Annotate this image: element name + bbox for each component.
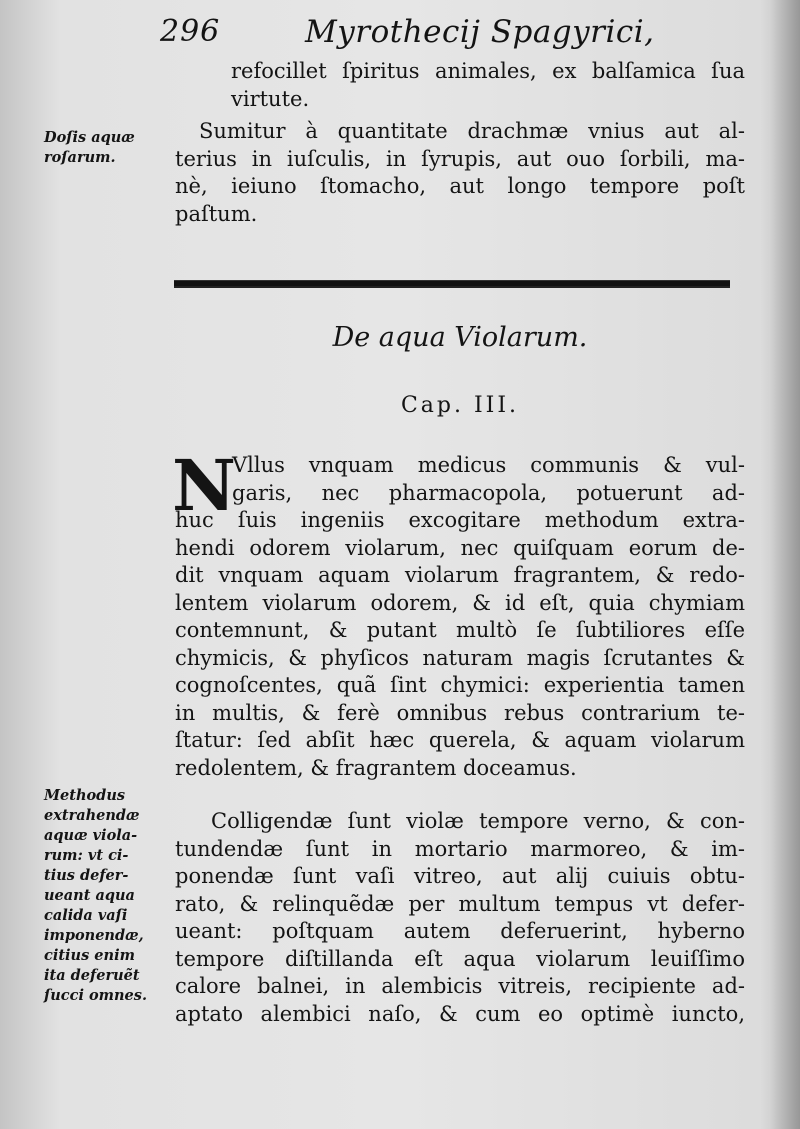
main-paragraph xyxy=(175,452,745,782)
section-title: De aqua Violarum. xyxy=(332,322,588,353)
page-number: 296 xyxy=(160,14,221,49)
text-line: Colligendæ ſunt violæ tempore verno, & con- xyxy=(211,809,745,833)
text-line: garis, nec pharmacopola, potuerunt ad- xyxy=(232,480,745,505)
text-line: dit vnquam aquam violarum fragrantem, & redo- xyxy=(175,563,745,587)
text-line: redolentem, & fragrantem doceamus. xyxy=(175,755,577,780)
text-line: rato, & relinquẽdæ per multum tempus vt defer- xyxy=(175,891,745,916)
running-title: Myrothecij Spagyrici, xyxy=(305,14,655,50)
margin-note-line: tius defer- xyxy=(44,867,129,884)
text-line: paſtum. xyxy=(175,201,258,226)
text-line: tundendæ ſunt in mortario marmoreo, & im- xyxy=(175,836,745,861)
text-line: contemnunt, & putant multò ſe ſubtiliores eſſe xyxy=(175,618,745,642)
text-line: calore balnei, in alembicis vitreis, recipiente ad- xyxy=(175,974,745,998)
top-paragraph xyxy=(175,58,745,113)
chapter-label: Cap. III. xyxy=(400,393,520,418)
text-line: Vllus vnquam medicus communis & vul- xyxy=(232,453,745,477)
text-line: ſtatur: ſed abſit hæc querela, & aquam violarum xyxy=(175,728,745,752)
margin-note-line: rum: vt ci- xyxy=(44,847,129,864)
margin-note-dose xyxy=(44,128,169,168)
text-line: ponendæ ſunt vaſi vitreo, aut alij cuiuis obtu- xyxy=(175,864,745,888)
drop-cap: N xyxy=(172,444,236,527)
text-line: cognoſcentes, quã ſint chymici: experientia tamen xyxy=(175,673,745,697)
text-line: tempore diſtillanda eſt aqua violarum leuiſſimo xyxy=(175,946,745,971)
margin-note-line: ita deferuẽt xyxy=(44,967,140,984)
text-line: nè, ieiuno ſtomacho, aut longo tempore poſt xyxy=(175,174,745,198)
text-line: ueant: poſtquam autem deferuerint, hyberno xyxy=(175,919,745,943)
second-paragraph xyxy=(175,808,745,1028)
text-line: refocillet ſpiritus animales, ex balſamica ſua xyxy=(231,59,745,83)
margin-note-line: ſucci omnes. xyxy=(44,987,147,1004)
margin-note-line: roſarum. xyxy=(44,149,116,166)
text-line: terius in iuſculis, in ſyrupis, aut ouo ſorbili, ma- xyxy=(175,146,745,171)
margin-note-line: citius enim xyxy=(44,947,135,964)
margin-note-line: ueant aqua xyxy=(44,887,135,904)
text-line: in multis, & ferè omnibus rebus contrarium te- xyxy=(175,700,745,725)
margin-note-line: calida vaſi xyxy=(44,907,128,924)
text-line: virtute. xyxy=(231,86,310,111)
text-line: Sumitur à quantitate drachmæ vnius aut al- xyxy=(199,119,745,143)
section-divider-rule xyxy=(174,280,730,288)
margin-note-line: extrahendæ xyxy=(44,807,140,824)
text-line: hendi odorem violarum, nec quiſquam eorum de- xyxy=(175,535,745,560)
margin-note-method xyxy=(44,786,169,1006)
text-line: huc ſuis ingeniis excogitare methodum extra- xyxy=(175,508,745,532)
margin-note-line: Doſis aquæ xyxy=(44,129,135,146)
page-edge-shadow xyxy=(770,0,800,1129)
margin-note-line: Methodus xyxy=(44,787,126,804)
margin-note-line: aquæ viola- xyxy=(44,827,138,844)
page-header xyxy=(160,14,740,54)
text-line: lentem violarum odorem, & id eſt, quia chymiam xyxy=(175,590,745,615)
margin-note-line: imponendæ, xyxy=(44,927,144,944)
text-line: chymicis, & phyſicos naturam magis ſcrutantes & xyxy=(175,645,745,670)
dose-paragraph xyxy=(175,118,745,228)
text-line: aptato alembici naſo, & cum eo optimè iuncto, xyxy=(175,1001,745,1026)
